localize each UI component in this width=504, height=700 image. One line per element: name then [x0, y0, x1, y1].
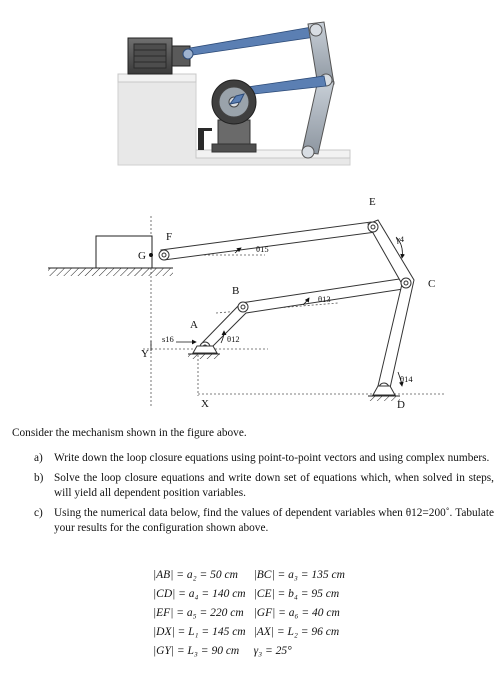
label-gamma4: γ4	[396, 234, 405, 244]
label-theta15: θ15	[256, 244, 269, 254]
label-D: D	[397, 399, 405, 411]
question-marker: b)	[34, 472, 44, 484]
label-theta13: θ13	[318, 294, 331, 304]
question-item	[34, 506, 494, 536]
question-item	[34, 471, 494, 501]
label-F: F	[166, 231, 173, 243]
question-text: Write down the loop closure equations using point-to-point vectors and using complex numbers.	[54, 452, 490, 464]
label-A: A	[190, 319, 198, 331]
data-row	[153, 623, 353, 642]
data-cell: |BC| = a₃ = 135 cm	[253, 569, 345, 581]
label-G: G	[138, 250, 146, 262]
label-theta12: θ12	[227, 334, 240, 344]
numerical-data-table	[153, 566, 353, 661]
data-cell: |GF| = a₆ = 40 cm	[253, 607, 340, 619]
data-cell: |GY| = L₃ = 90 cm	[153, 645, 240, 657]
data-row	[153, 566, 353, 585]
label-X: X	[201, 398, 209, 410]
label-C: C	[428, 278, 436, 290]
label-theta14: θ14	[400, 374, 413, 384]
label-Y: Y	[141, 348, 149, 360]
label-E: E	[369, 196, 376, 208]
data-row	[153, 585, 353, 604]
question-list	[12, 451, 494, 536]
data-cell: |CD| = a₄ = 140 cm	[153, 588, 246, 600]
data-cell: |EF| = a₅ = 220 cm	[153, 607, 244, 619]
question-text: Using the numerical data below, find the values of dependent variables when θ12=200˚. Tabulate your results for the configuration shown above.	[54, 507, 494, 534]
flywheel	[212, 80, 256, 152]
data-cell: |AX| = L₂ = 96 cm	[253, 626, 340, 638]
question-item	[34, 451, 494, 466]
mechanism-rendering	[0, 0, 504, 170]
data-cell: |CE| = b₄ = 95 cm	[253, 588, 340, 600]
label-B: B	[232, 285, 240, 297]
data-row	[153, 642, 353, 661]
question-marker: c)	[34, 507, 43, 519]
label-s16: s16	[162, 334, 174, 344]
data-cell: |DX| = L₁ = 145 cm	[153, 626, 246, 638]
data-cell: |AB| = a₂ = 50 cm	[153, 569, 238, 581]
data-cell: γ₃ = 25°	[253, 645, 292, 657]
intro-text: Consider the mechanism shown in the figure above.	[12, 427, 247, 439]
question-text: Solve the loop closure equations and write down set of equations which, when solved in steps, will yield all dependent position variables.	[54, 472, 494, 499]
data-row	[153, 604, 353, 623]
problem-text	[12, 426, 494, 541]
kinematic-diagram	[48, 196, 444, 411]
question-marker: a)	[34, 452, 43, 464]
